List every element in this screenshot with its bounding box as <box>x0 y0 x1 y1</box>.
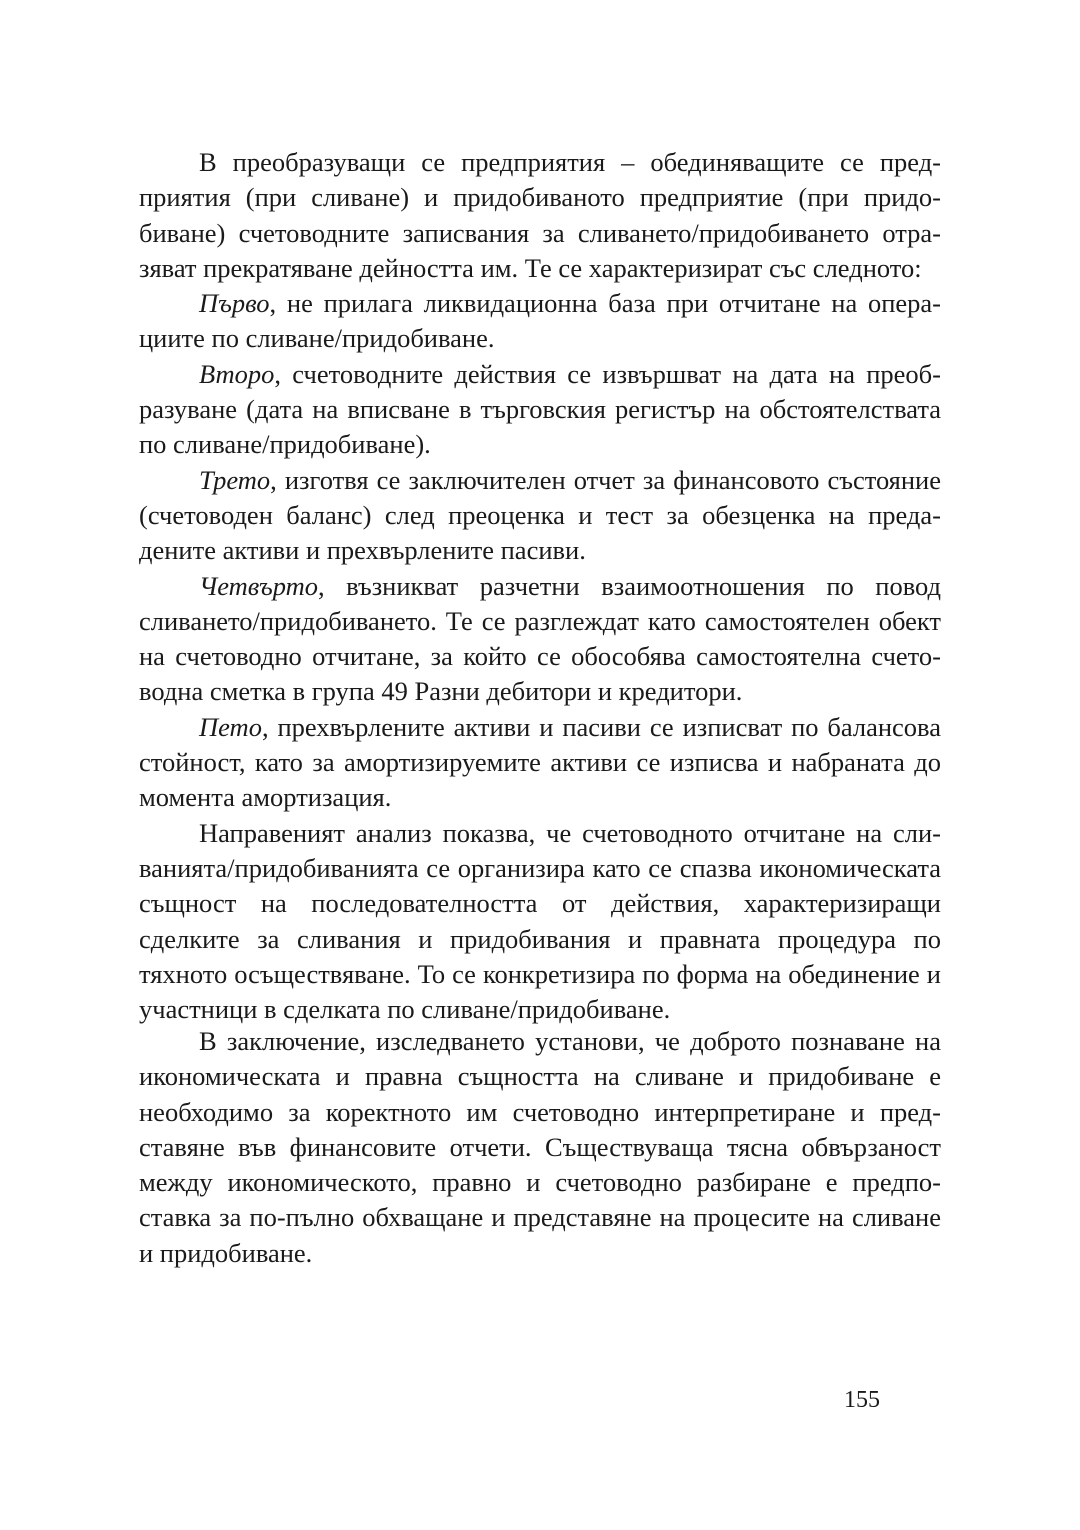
paragraph <box>139 463 941 569</box>
page-number: 155 <box>844 1387 880 1413</box>
conclusion-block <box>139 1024 941 1271</box>
paragraph <box>139 816 941 1028</box>
paragraph <box>139 357 941 463</box>
paragraph-text: В преобразуващи се предприятия – обединяващите се предприятия (при сливане) и придобиваното предприятие (при придобиване) счетоводните записвания за сливането/придобиването отразяват прекратяване дейността им. Те се характеризират със следното: <box>139 147 941 283</box>
paragraph-text: , счетоводните действия се извършват на дата на преобразуване (дата на вписване в търговския регистър на обстоятелствата по сливане/придобиване). <box>139 358 941 460</box>
paragraph-lead: Трето <box>199 464 271 495</box>
paragraph-text: , изготвя се заключителен отчет за финансовото състояние (счетоводен баланс) след преоценка и тест за обезценка на предадените активи и прехвърлените пасиви. <box>139 464 941 566</box>
main-text-block <box>139 145 941 1027</box>
paragraph-text: Направеният анализ показва, че счетоводното отчитане на сливанията/придобиванията се организира като се спазва икономическата същност на последователността от действия, характеризиращи сделките за сливания и придобивания и правната процедура по тяхното осъществяване. То се конкретизира по форма на обединение и участници в сделката по сливане/придобиване. <box>139 817 941 1025</box>
paragraph <box>139 710 941 816</box>
paragraph-text: , не прилага ликвидационна база при отчитане на операциите по сливане/придобиване. <box>139 288 941 354</box>
paragraph-lead: Второ <box>199 358 275 389</box>
paragraph-text: , възникват разчетни взаимоотношения по повод сливането/придобиването. Те се разглеждат като самостоятелен обект на счетоводно отчитане, за който се обособява самостоятелна счетоводна сметка в група 49 Разни дебитори и кредитори. <box>139 570 941 707</box>
paragraph-lead: Четвърто <box>199 570 319 601</box>
paragraph <box>139 569 941 710</box>
paragraph-text: , прехвърлените активи и пасиви се изписват по балансова стойност, като за амортизируемите активи се изписва и набраната до момента амортизация. <box>139 711 941 813</box>
conclusion-paragraph: В заключение, изследването установи, че доброто познаване на икономическата и правна същността на сливане и придобиване е необходимо за коректното им счетоводно интерпретиране и представяне във финансовите отчети. Съществуваща тясна обвързаност между икономическото, правно и счетоводно разбиране е предпоставка за по-пълно обхващане и представяне на процесите на сливане и придобиване. <box>139 1026 941 1268</box>
paragraph-lead: Първо <box>199 288 270 319</box>
paragraph-lead: Пето <box>199 711 262 742</box>
paragraph <box>139 286 941 357</box>
paragraph <box>139 145 941 286</box>
